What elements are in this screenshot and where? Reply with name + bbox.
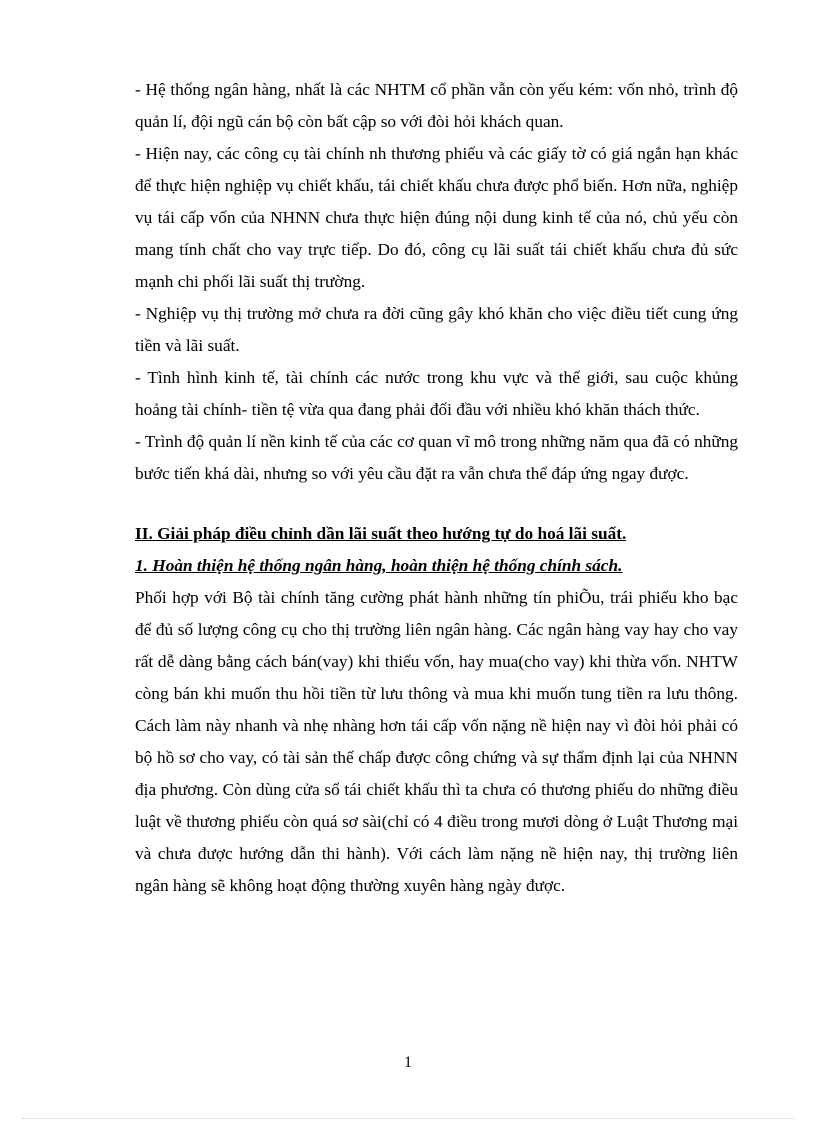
page-content (135, 74, 738, 902)
bullet-paragraph: - Trình độ quản lí nền kinh tế của các cơ quan vĩ mô trong những năm qua đã có những bước tiến khá dài, nhưng so với yêu cầu đặt ra vẫn chưa thể đáp ứng ngay được. (135, 432, 738, 483)
section-heading: II. Giải pháp điều chỉnh dần lãi suất theo hướng tự do hoá lãi suất. (135, 524, 627, 543)
subsection-heading: 1. Hoàn thiện hệ thống ngân hàng, hoàn thiện hệ thống chính sách. (135, 556, 623, 575)
page-bottom-rule (22, 1118, 794, 1119)
bullet-paragraph: - Tình hình kinh tế, tài chính các nước trong khu vực và thế giới, sau cuộc khủng hoảng tài chính- tiền tệ vừa qua đang phải đối đầu với nhiều khó khăn thách thức. (135, 368, 738, 419)
bullet-paragraph: - Hiện nay, các công cụ tài chính nh thương phiếu và các giấy tờ có giá ngắn hạn khác để thực hiện nghiệp vụ chiết khấu, tái chiết khấu chưa được phổ biến. Hơn nữa, nghiệp vụ tái cấp vốn của NHNN chưa thực hiện đúng nội dung kinh tế của nó, chủ yếu còn mang tính chất cho vay trực tiếp. Do đó, công cụ lãi suất tái chiết khấu chưa đủ sức mạnh chi phối lãi suất thị trường. (135, 144, 738, 291)
bullet-paragraph: - Hệ thống ngân hàng, nhất là các NHTM cổ phần vẫn còn yếu kém: vốn nhỏ, trình độ quản lí, đội ngũ cán bộ còn bất cập so với đòi hỏi khách quan. (135, 80, 738, 131)
body-paragraph: Phối hợp với Bộ tài chính tăng cường phát hành những tín phiÕu, trái phiếu kho bạc để đủ số lượng công cụ cho thị trường liên ngân hàng. Các ngân hàng vay hay cho vay rất dễ dàng bằng cách bán(vay) khi thiếu vốn, hay mua(cho vay) khi thừa vốn. NHTW còng bán khi muốn thu hồi tiền từ lưu thông và mua khi muốn tung tiền ra lưu thông. Cách làm này nhanh và nhẹ nhàng hơn tái cấp vốn nặng nề hiện nay vì đòi hỏi phải có bộ hồ sơ cho vay, có tài sản thế chấp được công chứng và sự thẩm định lại của NHNN địa phương. Còn dùng cửa sổ tái chiết khấu thì ta chưa có thương phiếu do những điều luật về thương phiếu còn quá sơ sài(chỉ có 4 điều trong mươi dòng ở Luật Thương mại và chưa được hướng dẫn thi hành). Với cách làm nặng nề hiện nay, thị trường liên ngân hàng sẽ không hoạt động thường xuyên hàng ngày được. (135, 588, 738, 895)
page-number: 1 (404, 1054, 412, 1071)
bullet-paragraph: - Nghiệp vụ thị trường mở chưa ra đời cũng gây khó khăn cho việc điều tiết cung ứng tiền và lãi suất. (135, 304, 738, 355)
